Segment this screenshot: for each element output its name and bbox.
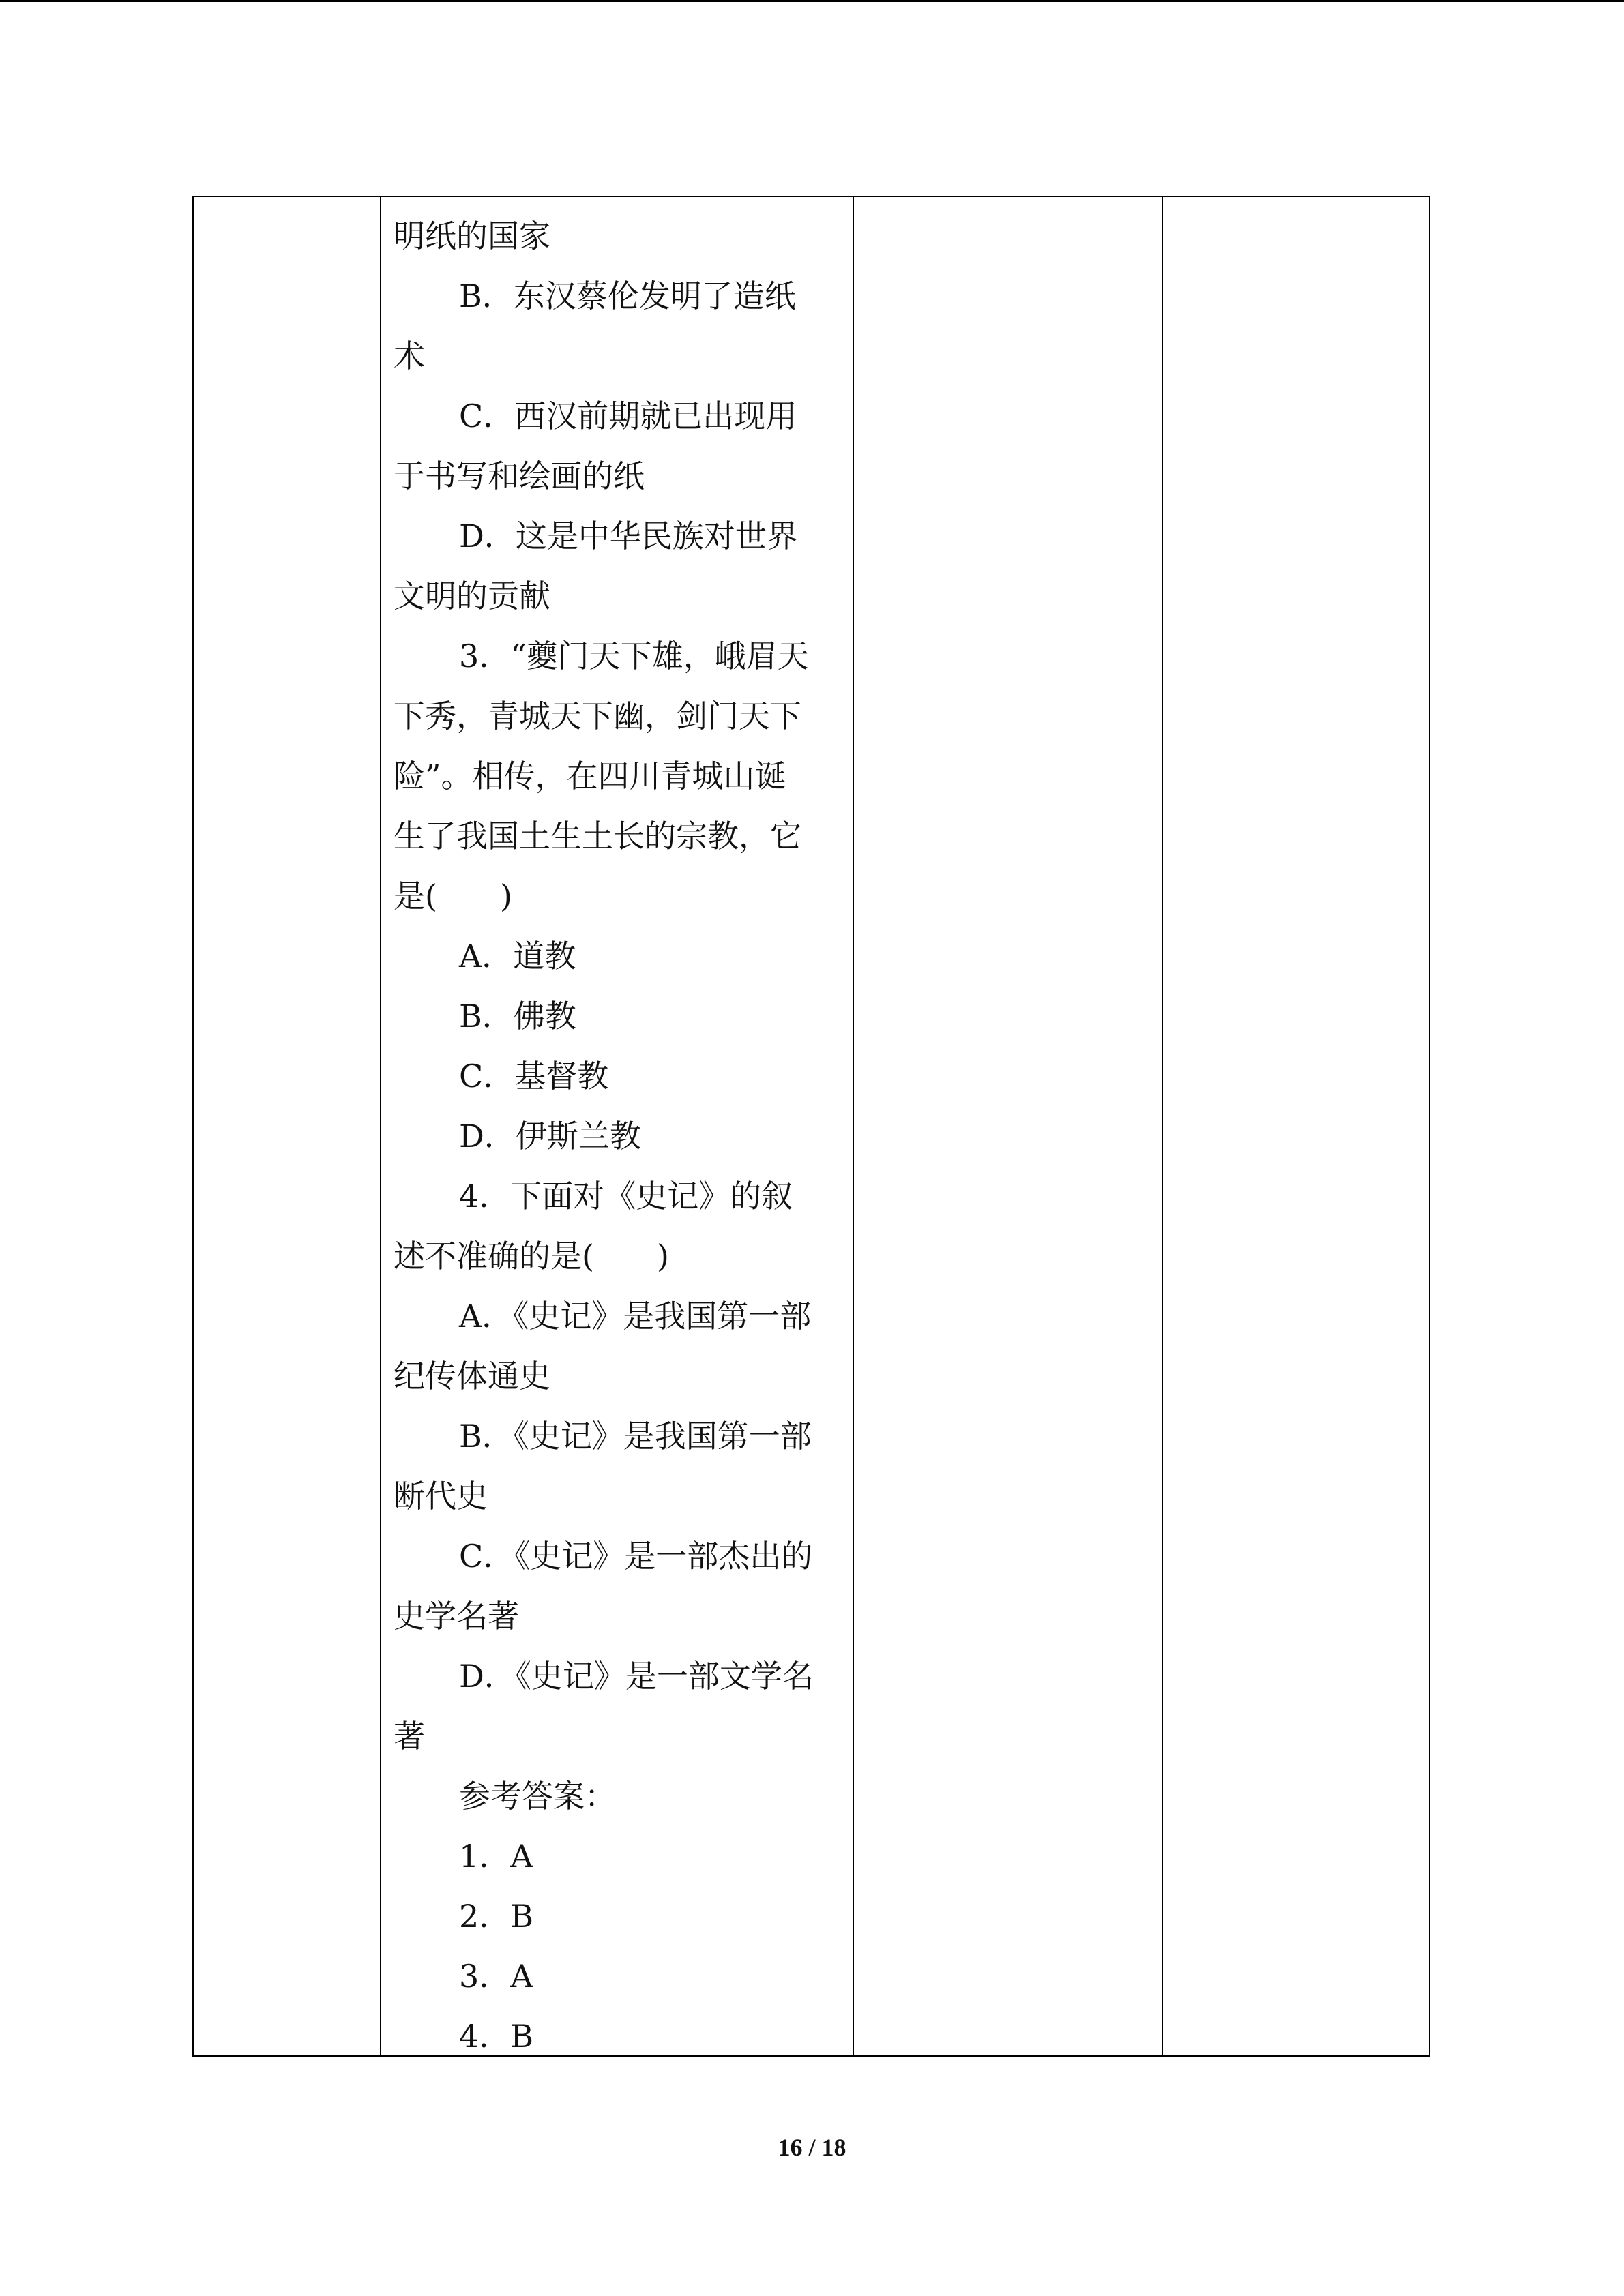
text-line: 明纸的国家 <box>394 218 550 254</box>
text-line: 文明的贡献 <box>394 578 550 614</box>
top-border-rule <box>0 0 1624 2</box>
text-line: 纪传体通史 <box>394 1358 550 1395</box>
text-line: 是( ) <box>394 878 512 914</box>
text-line: 断代史 <box>394 1478 488 1515</box>
text-line: A．《史记》是我国第一部 <box>459 1298 812 1335</box>
text-line: D．伊斯兰教 <box>459 1118 641 1154</box>
text-line: C．基督教 <box>459 1058 609 1094</box>
text-line: 述不准确的是( ) <box>394 1238 669 1274</box>
text-line: 生了我国土生土长的宗教，它 <box>394 818 801 854</box>
text-line: 2．B <box>459 1898 534 1935</box>
text-line: D．这是中华民族对世界 <box>459 518 798 554</box>
text-line: 参考答案： <box>459 1778 616 1815</box>
text-line: 4．下面对《史记》的叙 <box>459 1178 793 1214</box>
text-line: 下秀，青城天下幽，剑门天下 <box>394 698 801 734</box>
column-divider-2 <box>853 197 854 2055</box>
text-line: B．东汉蔡伦发明了造纸 <box>459 278 796 314</box>
text-line: B．佛教 <box>459 998 576 1034</box>
text-line: 1．A <box>459 1838 533 1875</box>
text-line: D．《史记》是一部文学名 <box>459 1658 814 1695</box>
text-line: C．西汉前期就已出现用 <box>459 398 797 434</box>
text-line: B．《史记》是我国第一部 <box>459 1418 812 1455</box>
column-divider-1 <box>380 197 381 2055</box>
text-line: 3．“夔门天下雄，峨眉天 <box>459 638 809 674</box>
text-line: 史学名著 <box>394 1598 519 1635</box>
text-line: A．道教 <box>459 938 576 974</box>
column-divider-3 <box>1162 197 1163 2055</box>
exercise-cell-text <box>394 210 830 2070</box>
text-line: 于书写和绘画的纸 <box>394 458 645 494</box>
text-line: 3．A <box>459 1958 533 1995</box>
text-line: 著 <box>394 1718 425 1755</box>
text-line: 险”。相传，在四川青城山诞 <box>394 758 786 794</box>
text-line: C．《史记》是一部杰出的 <box>459 1538 813 1575</box>
text-line: 术 <box>394 338 425 374</box>
text-line: 4．B <box>459 2018 534 2055</box>
page-number: 16 / 18 <box>778 2134 846 2161</box>
